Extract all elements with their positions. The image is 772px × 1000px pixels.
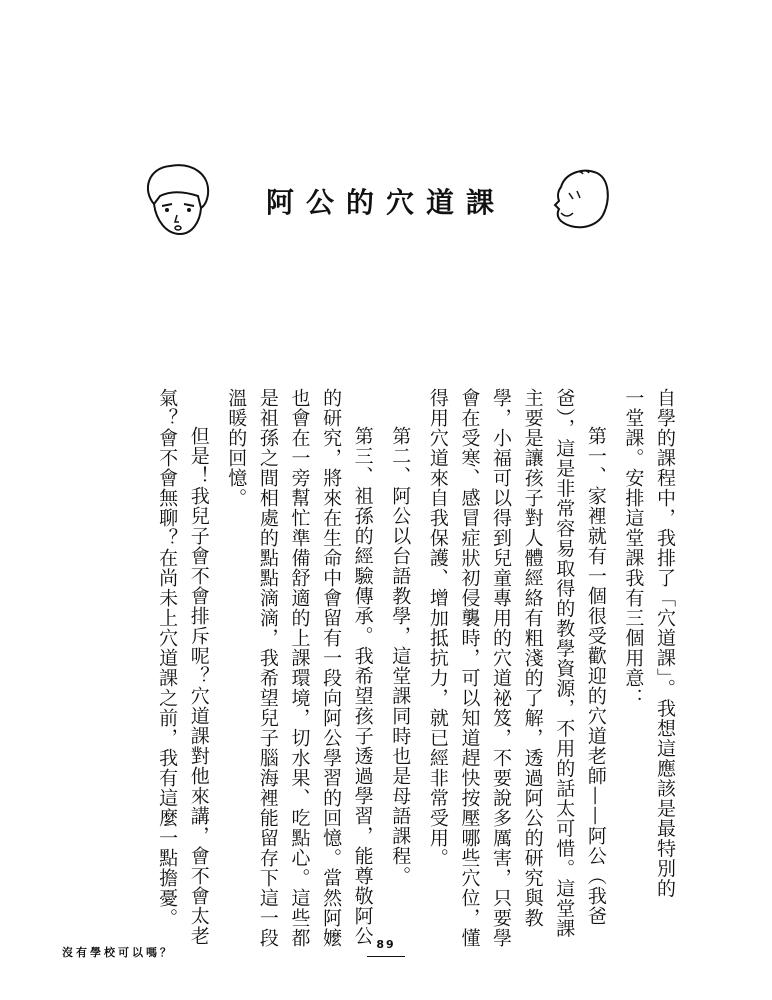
text-line: 第二、阿公以台語教學，這堂課同時也是母語課程。 [389, 426, 412, 886]
text-line: 溫暖的回憶。 [225, 388, 248, 508]
chapter-title: 阿公的穴道課 [265, 186, 506, 219]
text-line: 也會在一旁幫忙準備舒適的上課環境，切水果、吃點心。這些都 [288, 388, 311, 948]
text-line: 但是！我兒子會不會排斥呢？穴道課對他來講，會不會太老 [187, 426, 210, 946]
text-line: 是祖孫之間相處的點點滴滴，我希望兒子腦海裡能留存下這一段 [256, 388, 279, 948]
text-line: 第一、家裡就有一個很受歡迎的穴道老師——阿公（我爸 [584, 426, 607, 926]
text-line: 學，小福可以得到兒童專用的穴道祕笈，不要說多厲害，只要學 [490, 388, 513, 948]
text-line: 主要是讓孩子對人體經絡有粗淺的了解，透過阿公的研究與教 [521, 388, 544, 928]
page-number-underline [367, 956, 405, 957]
text-line: 會在受寒、感冒症狀初侵襲時，可以知道趕快按壓哪些穴位，懂 [458, 388, 481, 948]
text-line: 的研究，將來在生命中會留有一段向阿公學習的回憶。當然阿嬤 [320, 388, 343, 948]
text-line: 爸），這是非常容易取得的教學資源，不用的話太可惜。這堂課 [553, 388, 576, 939]
text-line: 第三、祖孫的經驗傳承。我希望孩子透過學習，能尊敬阿公 [351, 426, 374, 946]
boy-face-illustration [547, 165, 613, 235]
text-line: 得用穴道來自我保護、增加抵抗力，就已經非常受用。 [426, 388, 449, 868]
running-footer-book-title: 沒有學校可以嗎？ [62, 946, 174, 959]
text-line: 自學的課程中，我排了「穴道課」。我想這應該是最特別的 [654, 388, 676, 899]
page-number: 89 [376, 938, 396, 951]
text-line: 氣？會不會無聊？在尚未上穴道課之前，我有這麼一點擔憂。 [156, 388, 179, 928]
text-line: 一堂課。安排這堂課我有三個用意： [622, 388, 645, 708]
